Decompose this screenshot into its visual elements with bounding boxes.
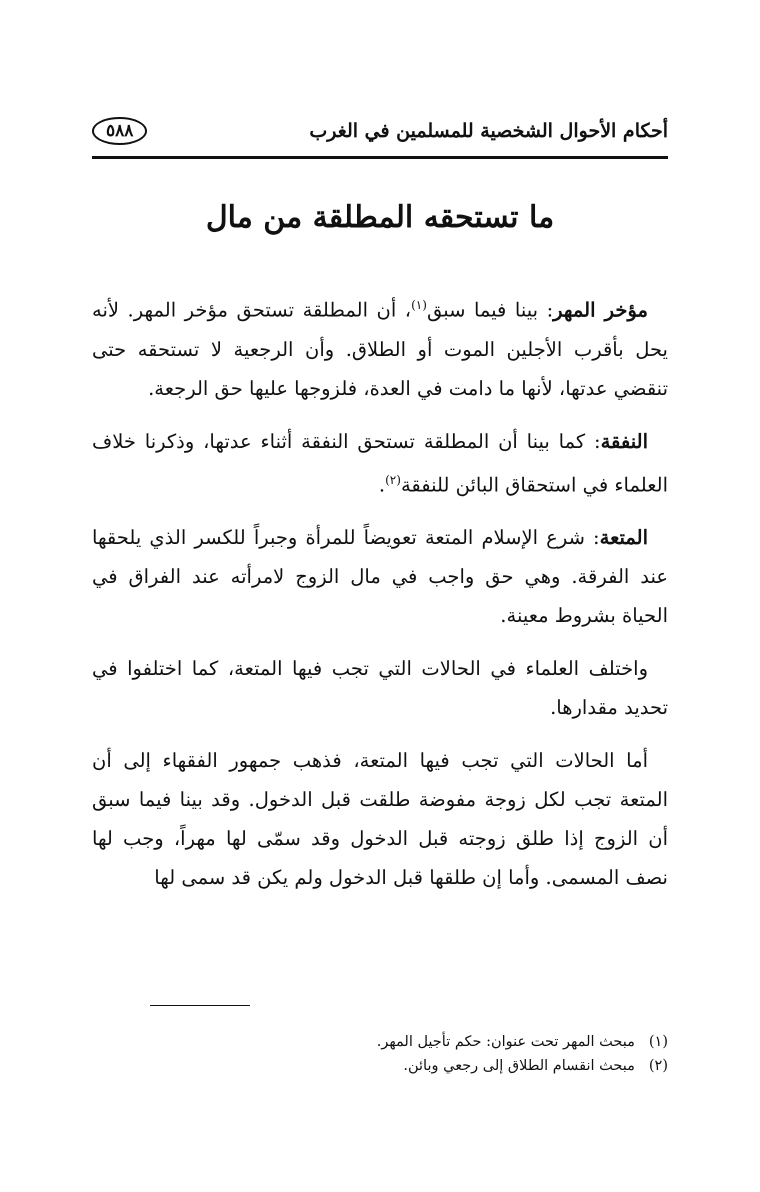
term-mutah: المتعة: [599, 526, 648, 549]
paragraph-deferred-dowry: [92, 286, 668, 408]
footnote-number: (٢): [648, 1058, 668, 1074]
paragraph-text: ، أن المطلقة تستحق مؤخر المهر. لأنه يحل بأقرب الأجلين الموت أو الطلاق. وأن الرجعية لا تستحقه حتى تنقضي عدتها، لأنها ما دامت في العدة، فلزوجها عليها حق الرجعة.: [92, 298, 668, 400]
paragraph-text: : شرع الإسلام المتعة تعويضاً للمرأة وجبراً للكسر الذي يلحقها عند الفرقة. وهي حق واجب في مال الزوج لامرأته عند الفراق في الحياة بشروط معينة.: [92, 526, 668, 627]
paragraph-mutah: [92, 518, 668, 635]
footnote-2: [92, 1054, 668, 1078]
footnote-text: مبحث المهر تحت عنوان: حكم تأجيل المهر.: [376, 1034, 635, 1050]
paragraph-text: : بينا فيما سبق: [426, 298, 554, 322]
term-maintenance: النفقة: [600, 429, 648, 453]
paragraph-text: .: [378, 473, 386, 496]
paragraph-text: : كما بينا أن المطلقة تستحق النفقة أثناء عدتها، وذكرنا خلاف العلماء في استحقاق البائن للنفقة: [92, 429, 668, 496]
running-header-title: أحكام الأحوال الشخصية للمسلمين في الغرب: [309, 120, 668, 142]
paragraph-cases: أما الحالات التي تجب فيها المتعة، فذهب جمهور الفقهاء إلى أن المتعة تجب لكل زوجة مفوضة طلقت قبل الدخول. وقد بينا فيما سبق أن الزوج إذا طلق زوجته قبل الدخول وقد سمّى لها مهراً، وجب لها نصف المسمى. وأما إن طلقها قبل الدخول ولم يكن قد سمى لها: [92, 749, 668, 889]
paragraph-scholars-disagreement: واختلف العلماء في الحالات التي تجب فيها المتعة، كما اختلفوا في تحديد مقدارها.: [92, 657, 668, 719]
header-rule: [92, 156, 668, 159]
footnote-ref-1: (١): [411, 298, 427, 312]
footnote-text: مبحث انقسام الطلاق إلى رجعي وبائن.: [403, 1058, 635, 1074]
body-text: [92, 286, 668, 911]
footnote-number: (١): [648, 1034, 668, 1050]
page-number: ٥٨٨: [92, 117, 147, 145]
footnote-1: [92, 1030, 668, 1054]
footnote-separator: [150, 1005, 250, 1006]
paragraph-maintenance: [92, 422, 668, 505]
footnote-ref-2: (٢): [385, 472, 401, 487]
running-header: [92, 108, 668, 154]
footnotes: [92, 1030, 668, 1078]
section-title: ما تستحقه المطلقة من مال: [205, 200, 555, 235]
term-deferred-dowry: مؤخر المهر: [553, 298, 648, 322]
